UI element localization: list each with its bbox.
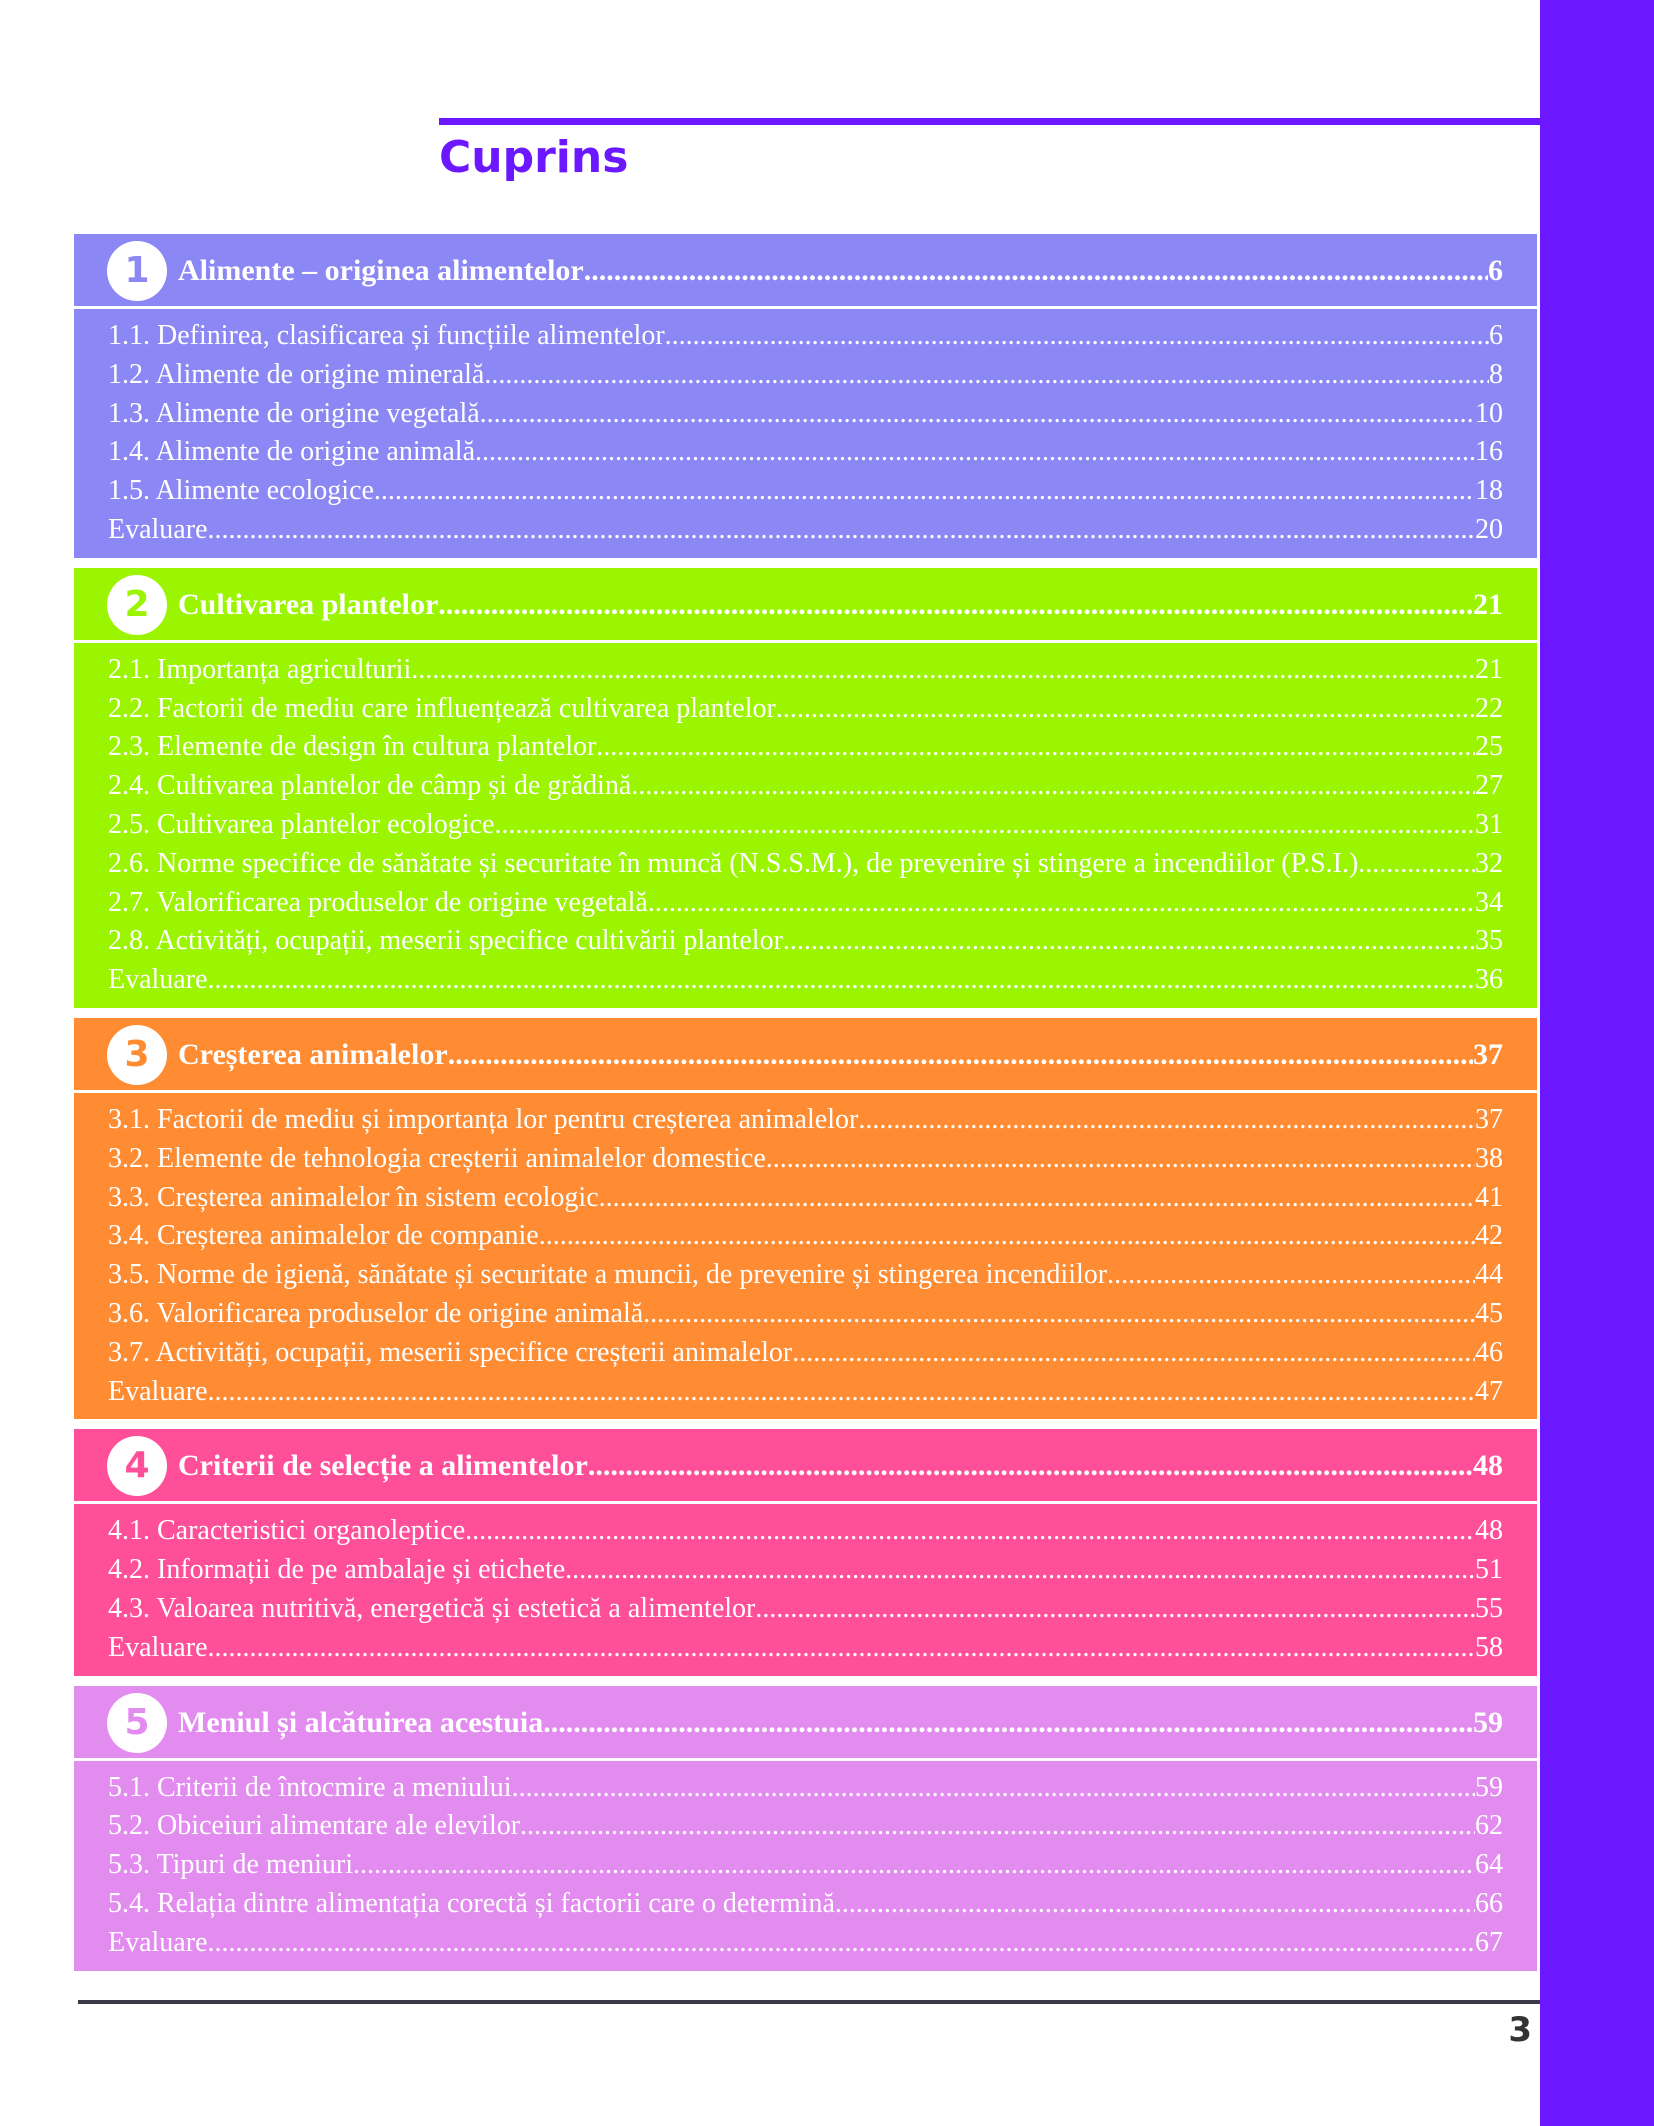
toc-entry-page: 45 [1475, 1297, 1503, 1329]
toc-entry[interactable] [108, 1295, 1503, 1334]
toc-entry-page: 31 [1475, 808, 1503, 840]
toc-entry[interactable] [108, 395, 1503, 434]
toc-entry-label: 2.2. Factorii de mediu care influențează cultivarea plantelor [108, 692, 776, 724]
toc-entry-page: 67 [1475, 1926, 1503, 1958]
dot-leader [208, 1924, 1476, 1963]
toc-entry-label: 3.2. Elemente de tehnologia creșterii animalelor domestice [108, 1142, 766, 1174]
chapter-header[interactable] [74, 568, 1537, 640]
toc-entry[interactable] [108, 511, 1503, 550]
toc-entry-page: 66 [1475, 1887, 1503, 1919]
toc-entry-page: 58 [1475, 1631, 1503, 1663]
toc-entry[interactable] [108, 1551, 1503, 1590]
chapter-page: 48 [1473, 1449, 1503, 1483]
toc-entry[interactable] [108, 806, 1503, 845]
toc-entry-page: 51 [1475, 1554, 1503, 1586]
toc-entry-page: 25 [1475, 731, 1503, 763]
toc-entry-label: 2.1. Importanța agriculturii [108, 653, 412, 685]
dot-leader [1107, 1256, 1475, 1295]
dot-leader [438, 585, 1473, 625]
dot-leader [484, 356, 1489, 395]
chapter-page: 21 [1473, 587, 1503, 621]
toc-entry[interactable] [108, 1846, 1503, 1885]
toc-entry[interactable] [108, 472, 1503, 511]
toc-entry-page: 10 [1475, 397, 1503, 429]
chapter-items [74, 1093, 1537, 1419]
toc-entry-label: 5.1. Criterii de întocmire a meniului [108, 1771, 512, 1803]
dot-leader [520, 1807, 1475, 1846]
toc-entry-page: 35 [1475, 925, 1503, 957]
chapter-title: Meniul și alcătuirea acestuia [178, 1705, 544, 1739]
toc-entry[interactable] [108, 1334, 1503, 1373]
toc-entry-label: Evaluare [108, 1631, 208, 1663]
dot-leader [792, 1334, 1475, 1373]
toc-entry-label: 5.4. Relația dintre alimentația corectă și factorii care o determină [108, 1887, 835, 1919]
toc-entry-page: 20 [1475, 513, 1503, 545]
chapter-header[interactable] [74, 1686, 1537, 1758]
chapter-title-row[interactable] [178, 1446, 1503, 1486]
toc-entry[interactable] [108, 1179, 1503, 1218]
toc-entry-label: 3.4. Creșterea animalelor de companie [108, 1220, 539, 1252]
toc-entry[interactable] [108, 884, 1503, 923]
chapter-header[interactable] [74, 234, 1537, 306]
toc-entry-label: 1.3. Alimente de origine vegetală [108, 397, 480, 429]
toc-entry[interactable] [108, 1101, 1503, 1140]
chapter-header[interactable] [74, 1018, 1537, 1090]
chapter-items [74, 1761, 1537, 1971]
page-number: 3 [1508, 2010, 1532, 2050]
toc-entry-label: 1.1. Definirea, clasificarea și funcțiile alimentelor [108, 320, 665, 351]
toc-entry-page: 27 [1475, 770, 1503, 802]
dot-leader [475, 433, 1475, 472]
toc-entry[interactable] [108, 1924, 1503, 1963]
dot-leader [494, 806, 1475, 845]
toc-entry-label: 3.1. Factorii de mediu și importanța lor pentru creșterea animalelor [108, 1103, 859, 1135]
toc-entry-page: 44 [1475, 1259, 1503, 1291]
chapter-2 [74, 568, 1537, 1008]
dot-leader [588, 1446, 1473, 1486]
toc-entry[interactable] [108, 1590, 1503, 1629]
dot-leader [448, 1035, 1473, 1075]
toc-entry-page: 6 [1489, 320, 1503, 351]
toc-entry[interactable] [108, 1512, 1503, 1551]
toc-entry-page: 16 [1475, 436, 1503, 468]
chapter-number-badge: 5 [107, 1693, 167, 1753]
toc-entry-label: 2.5. Cultivarea plantelor ecologice [108, 808, 495, 840]
dot-leader [596, 728, 1475, 767]
toc-entry-page: 21 [1475, 653, 1503, 685]
chapter-page: 37 [1473, 1037, 1503, 1071]
dot-leader [565, 1551, 1475, 1590]
toc-entry-page: 38 [1475, 1142, 1503, 1174]
chapter-title-row[interactable] [178, 585, 1503, 625]
table-of-contents [74, 234, 1537, 1981]
dot-leader [480, 395, 1475, 434]
toc-entry-page: 64 [1475, 1849, 1503, 1881]
chapter-page: 6 [1488, 254, 1503, 287]
dot-leader [584, 251, 1488, 291]
chapter-3 [74, 1018, 1537, 1419]
chapter-number-badge: 4 [107, 1436, 167, 1496]
toc-entry-label: 4.1. Caracteristici organoleptice [108, 1515, 466, 1547]
chapter-title: Cultivarea plantelor [178, 587, 439, 621]
chapter-number-badge: 2 [107, 575, 167, 635]
dot-leader [1358, 845, 1475, 884]
chapter-number-badge: 3 [107, 1025, 167, 1085]
dot-leader [835, 1885, 1475, 1924]
dot-leader [208, 511, 1476, 550]
toc-entry-label: Evaluare [108, 513, 208, 545]
toc-entry-label: 4.2. Informații de pe ambalaje și etichete [108, 1554, 566, 1586]
toc-entry[interactable] [108, 1807, 1503, 1846]
dot-leader [512, 1769, 1475, 1808]
toc-entry-label: 2.3. Elemente de design în cultura plantelor [108, 731, 597, 763]
toc-entry[interactable] [108, 651, 1503, 690]
dot-leader [783, 922, 1475, 961]
toc-entry-page: 37 [1475, 1103, 1503, 1135]
toc-entry-label: 1.2. Alimente de origine minerală [108, 358, 485, 390]
toc-entry[interactable] [108, 1140, 1503, 1179]
toc-entry-label: 5.2. Obiceiuri alimentare ale elevilor [108, 1810, 521, 1842]
toc-entry-label: 4.3. Valoarea nutritivă, energetică și estetică a alimentelor [108, 1592, 756, 1624]
toc-entry-label: 3.3. Creșterea animalelor în sistem ecologic [108, 1181, 599, 1213]
toc-entry[interactable] [108, 1885, 1503, 1924]
chapter-4 [74, 1429, 1537, 1675]
chapter-title: Criterii de selecție a alimentelor [178, 1449, 588, 1483]
toc-entry-label: 3.5. Norme de igienă, sănătate și securitate a muncii, de prevenire și stingerea incendiilor [108, 1259, 1108, 1291]
dot-leader [755, 1590, 1475, 1629]
toc-entry[interactable] [108, 356, 1503, 395]
toc-entry[interactable] [108, 1373, 1503, 1412]
toc-entry-page: 59 [1475, 1771, 1503, 1803]
toc-entry-page: 36 [1475, 964, 1503, 996]
toc-entry[interactable] [108, 728, 1503, 767]
toc-entry[interactable] [108, 922, 1503, 961]
toc-entry[interactable] [108, 767, 1503, 806]
chapter-1 [74, 234, 1537, 558]
dot-leader [776, 690, 1475, 729]
dot-leader [648, 884, 1475, 923]
dot-leader [411, 651, 1475, 690]
chapter-5 [74, 1686, 1537, 1971]
chapter-header[interactable] [74, 1429, 1537, 1501]
toc-entry-label: 5.3. Tipuri de meniuri [108, 1849, 354, 1881]
toc-entry-label: 2.8. Activități, ocupații, meserii specifice cultivării plantelor [108, 925, 783, 957]
toc-entry[interactable] [108, 961, 1503, 1000]
toc-entry-page: 22 [1475, 692, 1503, 724]
dot-leader [643, 1295, 1475, 1334]
toc-entry-label: Evaluare [108, 1375, 208, 1407]
dot-leader [631, 767, 1475, 806]
toc-entry[interactable] [108, 1256, 1503, 1295]
toc-entry[interactable] [108, 317, 1503, 356]
toc-entry-label: 1.4. Alimente de origine animală [108, 436, 476, 468]
dot-leader [599, 1179, 1475, 1218]
chapter-title: Creșterea animalelor [178, 1037, 448, 1071]
toc-entry-page: 55 [1475, 1592, 1503, 1624]
toc-entry[interactable] [108, 845, 1503, 884]
dot-leader [539, 1217, 1475, 1256]
dot-leader [208, 961, 1476, 1000]
toc-entry-label: 2.7. Valorificarea produselor de origine vegetală [108, 886, 648, 918]
dot-leader [543, 1703, 1473, 1743]
toc-entry-page: 8 [1489, 358, 1503, 390]
title-rule [439, 118, 1540, 125]
toc-entry-page: 34 [1475, 886, 1503, 918]
toc-entry-label: Evaluare [108, 1926, 208, 1958]
toc-entry[interactable] [108, 690, 1503, 729]
toc-entry-label: 2.6. Norme specifice de sănătate și securitate în muncă (N.S.S.M.), de prevenire și stingere a incendiilor (P.S.I.) [108, 847, 1359, 879]
dot-leader [665, 317, 1489, 356]
dot-leader [208, 1629, 1476, 1668]
toc-entry-label: 3.6. Valorificarea produselor de origine animală [108, 1297, 644, 1329]
toc-entry[interactable] [108, 1217, 1503, 1256]
chapter-title-row[interactable] [178, 1703, 1503, 1743]
chapter-items [74, 309, 1537, 558]
toc-entry-page: 46 [1475, 1336, 1503, 1368]
toc-entry[interactable] [108, 1629, 1503, 1668]
side-color-bar [1540, 0, 1654, 2126]
dot-leader [766, 1140, 1475, 1179]
dot-leader [353, 1846, 1475, 1885]
chapter-items [74, 1504, 1537, 1675]
dot-leader [465, 1512, 1475, 1551]
toc-entry-page: 32 [1475, 847, 1503, 879]
toc-entry-page: 41 [1475, 1181, 1503, 1213]
dot-leader [858, 1101, 1475, 1140]
dot-leader [208, 1373, 1476, 1412]
toc-entry-label: 1.5. Alimente ecologice [108, 475, 374, 507]
chapter-title: Alimente – originea alimentelor [178, 254, 584, 287]
chapter-number-badge: 1 [107, 241, 167, 301]
chapter-title-row[interactable] [178, 251, 1503, 291]
chapter-page: 59 [1473, 1705, 1503, 1739]
footer-rule [78, 2000, 1540, 2004]
toc-entry-label: Evaluare [108, 964, 208, 996]
page-title: Cuprins [439, 132, 629, 183]
toc-entry-page: 42 [1475, 1220, 1503, 1252]
chapter-title-row[interactable] [178, 1035, 1503, 1075]
toc-entry-label: 2.4. Cultivarea plantelor de câmp și de grădină [108, 770, 632, 802]
toc-entry-page: 47 [1475, 1375, 1503, 1407]
toc-entry[interactable] [108, 433, 1503, 472]
toc-entry[interactable] [108, 1769, 1503, 1808]
chapter-items [74, 643, 1537, 1008]
dot-leader [374, 472, 1475, 511]
toc-entry-page: 18 [1475, 475, 1503, 507]
toc-entry-page: 62 [1475, 1810, 1503, 1842]
toc-entry-label: 3.7. Activități, ocupații, meserii specifice creșterii animalelor [108, 1336, 793, 1368]
toc-entry-page: 48 [1475, 1515, 1503, 1547]
